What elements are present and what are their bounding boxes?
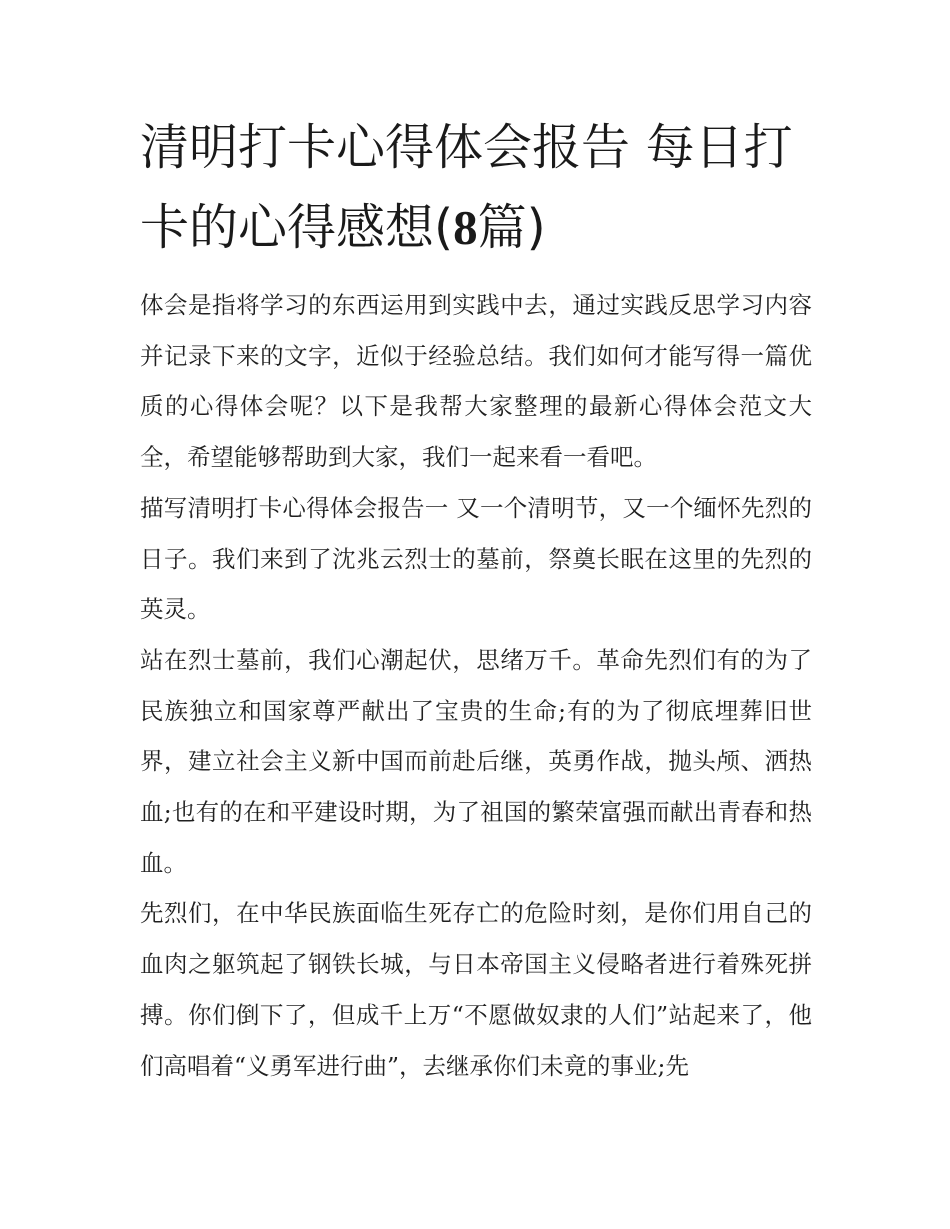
body-paragraph: 站在烈士墓前，我们心潮起伏，思绪万千。革命先烈们有的为了民族独立和国家尊严献出了宝贵的生命;有的为了彻底埋葬旧世界，建立社会主义新中国而前赴后继，英勇作战，抛头颅、洒热血;也有的在和平建设时期，为了祖国的繁荣富强而献出青春和热血。: [140, 645, 812, 877]
title-text-part2: 篇): [477, 199, 546, 256]
document-title: [140, 108, 830, 268]
intro-paragraph: 体会是指将学习的东西运用到实践中去，通过实践反思学习内容并记录下来的文字，近似于经验总结。我们如何才能写得一篇优质的心得体会呢？以下是我帮大家整理的最新心得体会范文大全，希望能够帮助到大家，我们一起来看一看吧。: [140, 291, 812, 472]
title-number: 8: [453, 200, 478, 255]
body-paragraph: 描写清明打卡心得体会报告一 又一个清明节，又一个缅怀先烈的日子。我们来到了沈兆云烈士的墓前，祭奠长眠在这里的先烈的英灵。: [140, 493, 812, 624]
document-body: [140, 280, 812, 1091]
title-text-part1: 清明打卡心得体会报告 每日打卡的心得感想(: [140, 119, 793, 256]
body-paragraph: 先烈们，在中华民族面临生死存亡的危险时刻，是你们用自己的血肉之躯筑起了钢铁长城，与日本帝国主义侵略者进行着殊死拼搏。你们倒下了，但成千上万“不愿做奴隶的人们”站起来了，他们高唱着“义勇军进行曲”，去继承你们未竟的事业;先: [140, 899, 812, 1080]
